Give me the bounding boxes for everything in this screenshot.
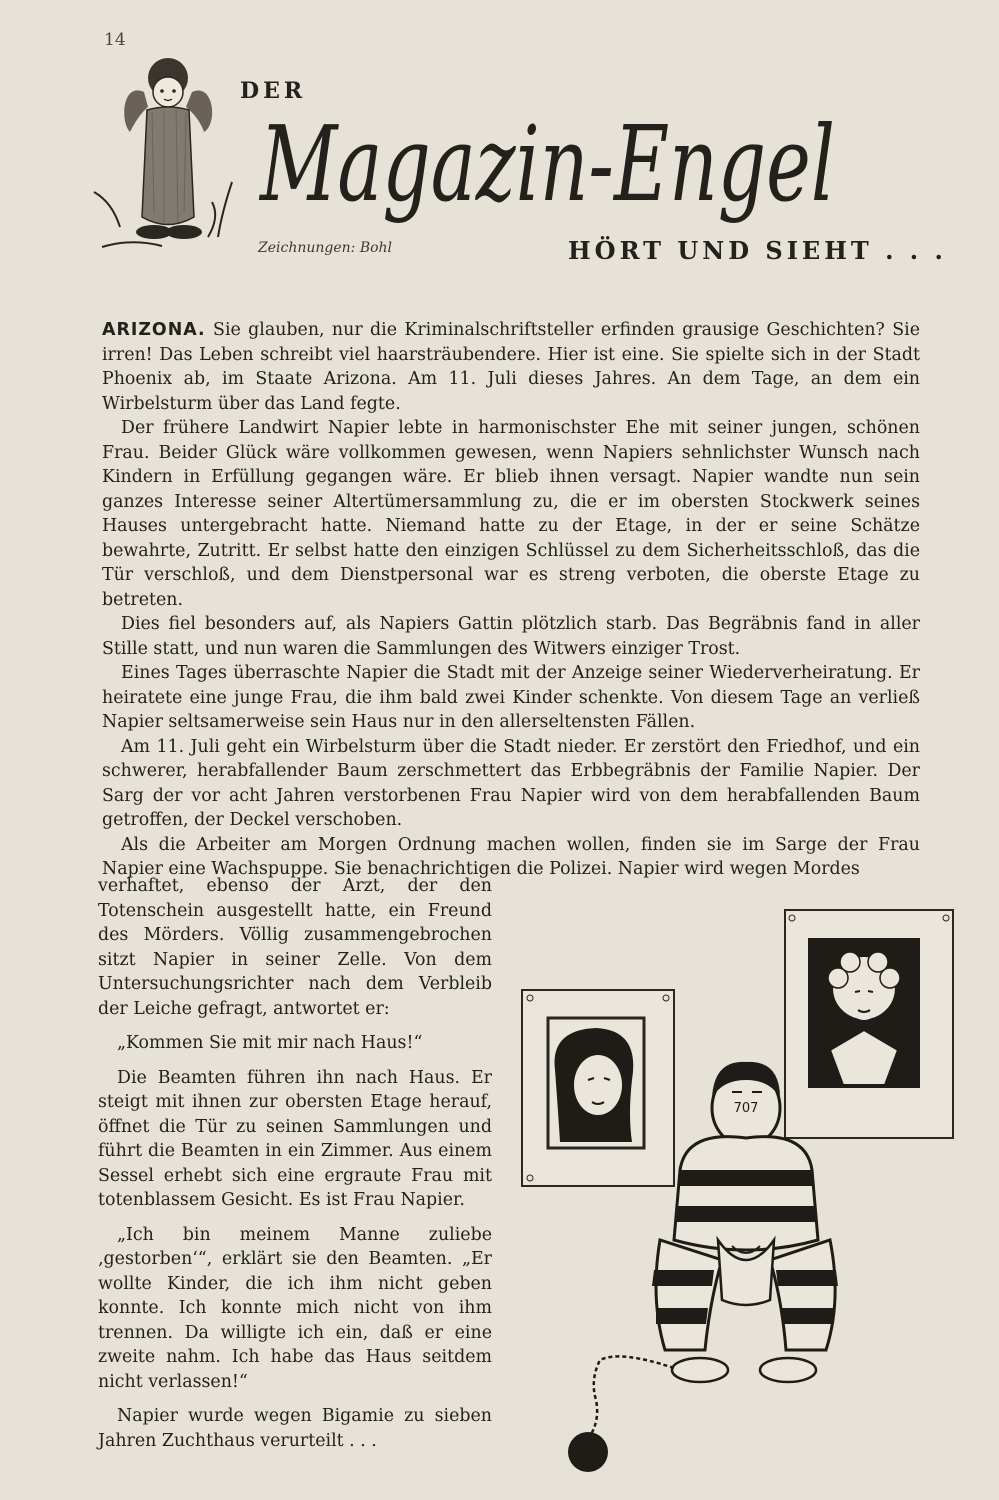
- header-subtitle: HÖRT UND SIEHT . . .: [568, 236, 947, 265]
- header-prefix: DER: [240, 78, 307, 104]
- illustration-credit: Zeichnungen: Bohl: [258, 240, 393, 256]
- column-paragraph: Die Beamten führen ihn nach Haus. Er steigt mit ihnen zur obersten Etage herauf, öffnet die Tür zu seinen Sammlungen und führt die Beamten in ein Zimmer. Aus einem Sessel erhebt sich eine ergraute Frau mit totenblassem Gesicht. Es ist Frau Napier.: [98, 1067, 492, 1210]
- column-paragraph: Napier wurde wegen Bigamie zu sieben Jahren Zuchthaus verurteilt . . .: [98, 1406, 492, 1451]
- header-script-title-text: Magazin-Engel: [258, 103, 835, 225]
- article-paragraph: Als die Arbeiter am Morgen Ordnung machen wollen, finden sie im Sarge der Frau Napier eine Wachspuppe. Sie benachrichtigen die Polizei. Napier wird wegen Mordes: [102, 834, 920, 879]
- column-paragraph: verhaftet, ebenso der Arzt, der den Totenschein ausgestellt hatte, ein Freund des Mörders. Völlig zusammengebrochen sitzt Napier in seiner Zelle. Von dem Untersuchungsrichter nach dem Verbleib der Leiche gefragt, antwortet er:: [98, 876, 492, 1019]
- prisoner-illustration: [500, 880, 970, 1480]
- article-paragraph: [102, 318, 920, 416]
- article-lead: ARIZONA.: [102, 320, 206, 340]
- ball-and-chain: [568, 1432, 608, 1472]
- article-paragraph: Dies fiel besonders auf, als Napiers Gattin plötzlich starb. Das Begräbnis fand in aller Stille statt, und nun waren die Sammlungen des Witwers einziger Trost.: [102, 614, 920, 659]
- column-paragraph: „Kommen Sie mit mir nach Haus!“: [117, 1033, 423, 1053]
- article-paragraph: Der frühere Landwirt Napier lebte in harmonischster Ehe mit seiner jungen, schönen Frau. Beider Glück wäre vollkommen gewesen, wenn Napiers sehnlichster Wunsch nach Kindern in Erfüllung gegangen wäre. Er blieb ihnen versagt. Napier wandte nun sein ganzes Interesse seiner Altertümersammlung zu, die er im obersten Stockwerk seines Hauses untergebracht hatte. Niemand hatte zu der Etage, in der er seine Schätze bewahrte, Zutritt. Er selbst hatte den einzigen Schlüssel zu dem Sicherheitsschloß, das die Tür verschloß, und dem Dienstpersonal war es streng verboten, die oberste Etage zu betreten.: [102, 418, 920, 610]
- article-paragraph-text: Sie glauben, nur die Kriminalschriftsteller erfinden grausige Geschichten? Sie irren! Das Leben schreibt viel haarsträubendere. Hier ist eine. Sie spielte sich in der Stadt Phoenix ab, im Staate Arizona. Am 11. Juli dieses Jahres. An dem Tage, an dem ein Wirbelsturm über das Land fegte.: [102, 320, 920, 414]
- header-script-title: [250, 88, 850, 238]
- angel-mascot-illustration: [92, 52, 242, 257]
- article-column: [98, 874, 492, 1453]
- article-paragraph: Eines Tages überraschte Napier die Stadt mit der Anzeige seiner Wiederverheiratung. Er heiratete eine junge Frau, die ihm bald zwei Kinder schenkte. Von diesem Tage an verließ Napier seltsamerweise sein Haus nur in den allerseltensten Fällen.: [102, 663, 920, 732]
- page-number: 14: [104, 30, 126, 50]
- column-paragraph: „Ich bin meinem Manne zuliebe ‚gestorben‘“, erklärt sie den Beamten. „Er wollte Kinder, die ich ihm nicht geben konnte. Ich konnte mich nicht von ihm trennen. Da willigte ich ein, daß er eine zweite nahm. Ich habe das Haus seitdem nicht verlassen!“: [98, 1224, 492, 1392]
- prisoner-badge-number: 707: [733, 1101, 759, 1116]
- article-paragraph: Am 11. Juli geht ein Wirbelsturm über die Stadt nieder. Er zerstört den Friedhof, und ein schwerer, herabfallender Baum zerschmettert das Erbbegräbnis der Familie Napier. Der Sarg der vor acht Jahren verstorbenen Frau Napier wird von dem herabfallenden Baum getroffen, der Deckel verschoben.: [102, 736, 920, 830]
- article-body: [102, 318, 920, 882]
